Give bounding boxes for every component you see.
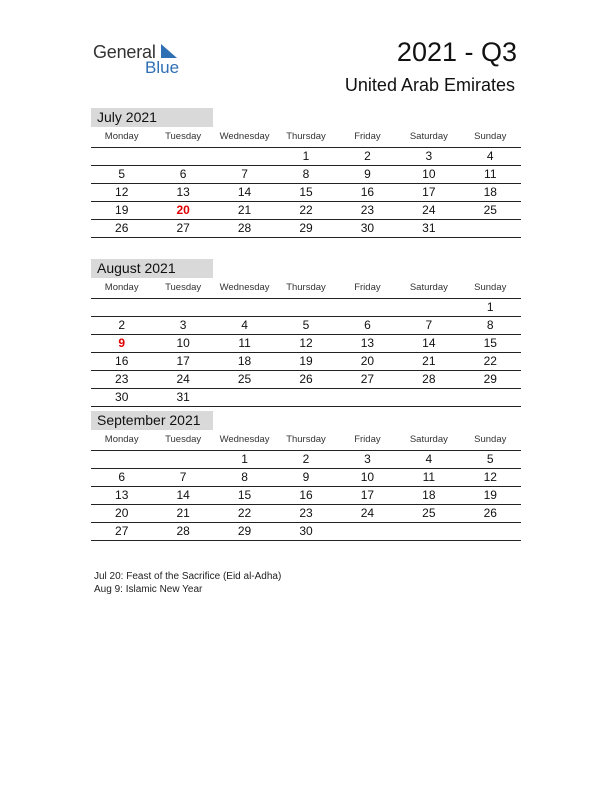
weekday-label: Saturday (409, 282, 448, 293)
day-cell: 1 (302, 149, 310, 163)
day-cell: 25 (422, 506, 436, 520)
day-cell: 31 (176, 390, 190, 404)
weekday-label: Wednesday (219, 282, 270, 293)
day-cell: 8 (241, 470, 248, 484)
day-cell: 29 (237, 524, 252, 538)
day-cell: 10 (176, 336, 190, 350)
day-cell: 25 (483, 203, 497, 217)
month-block-september (91, 411, 521, 541)
week-row (91, 371, 521, 389)
weekday-label: Thursday (286, 131, 326, 142)
day-cell (398, 389, 459, 406)
weeks-container (91, 451, 521, 541)
day-cell: 13 (176, 185, 190, 199)
day-cell: 28 (237, 221, 252, 235)
day-cell: 3 (425, 149, 433, 163)
day-cell: 3 (364, 452, 371, 466)
week-row (91, 451, 521, 469)
page-subtitle: United Arab Emirates (344, 75, 515, 95)
day-cell: 18 (237, 354, 252, 368)
day-cell: 20 (176, 203, 190, 217)
day-cell: 11 (484, 167, 497, 181)
day-cell: 26 (115, 221, 129, 235)
weekday-label: Tuesday (165, 434, 202, 445)
day-cell: 14 (422, 336, 436, 350)
day-cell: 11 (422, 470, 436, 484)
day-cell: 12 (483, 470, 497, 484)
week-row (91, 505, 521, 523)
day-cell: 2 (364, 149, 371, 163)
day-cell: 14 (237, 185, 252, 199)
day-cell: 3 (179, 318, 187, 332)
day-cell: 30 (115, 390, 129, 404)
day-cell: 9 (364, 167, 371, 181)
day-cell: 16 (115, 354, 129, 368)
week-row (91, 523, 521, 541)
weekday-header-row (91, 430, 521, 451)
day-cell (460, 389, 521, 406)
day-cell: 1 (241, 452, 248, 466)
day-cell: 15 (299, 185, 313, 199)
day-cell: 15 (483, 336, 497, 350)
weekday-label: Tuesday (165, 131, 202, 142)
day-cell (337, 299, 398, 316)
day-cell: 6 (179, 167, 187, 181)
week-row (91, 166, 521, 184)
day-cell (91, 148, 152, 165)
weekday-label: Friday (354, 131, 381, 142)
day-cell: 30 (360, 221, 375, 235)
day-cell: 22 (483, 354, 497, 368)
week-row (91, 184, 521, 202)
day-cell: 5 (486, 452, 494, 466)
day-cell (152, 299, 213, 316)
logo-general-text: General (93, 42, 156, 62)
holiday-note: Jul 20: Feast of the Sacrifice (Eid al-Adha) (94, 571, 282, 582)
week-row (91, 148, 521, 166)
weekday-label: Tuesday (165, 282, 202, 293)
day-cell: 10 (422, 167, 436, 181)
weekday-header-row (91, 127, 521, 148)
day-cell (460, 523, 521, 540)
weekday-label: Sunday (474, 282, 507, 293)
day-cell: 25 (237, 372, 252, 386)
week-row (91, 389, 521, 407)
day-cell: 8 (302, 167, 310, 181)
day-cell: 2 (118, 318, 126, 332)
day-cell (214, 389, 275, 406)
day-cell: 4 (486, 149, 494, 163)
day-cell: 4 (425, 452, 433, 466)
day-cell: 2 (302, 452, 310, 466)
day-cell: 22 (299, 203, 313, 217)
day-cell (152, 451, 213, 468)
day-cell: 20 (115, 506, 129, 520)
weekday-label: Saturday (409, 131, 448, 142)
day-cell: 24 (422, 203, 436, 217)
day-cell: 6 (364, 318, 371, 332)
day-cell: 16 (360, 185, 375, 199)
day-cell: 26 (299, 372, 313, 386)
weeks-container (91, 299, 521, 407)
day-cell: 30 (299, 524, 313, 538)
logo (93, 40, 193, 80)
day-cell: 23 (360, 203, 375, 217)
day-cell (337, 389, 398, 406)
day-cell: 15 (237, 488, 252, 502)
week-row (91, 299, 521, 317)
day-cell: 18 (422, 488, 436, 502)
day-cell (398, 299, 459, 316)
weekday-label: Monday (104, 131, 139, 142)
day-cell (91, 451, 152, 468)
day-cell: 28 (176, 524, 190, 538)
weekday-header-row (91, 278, 521, 299)
day-cell: 5 (302, 318, 310, 332)
week-row (91, 220, 521, 238)
week-row (91, 469, 521, 487)
day-cell: 10 (360, 470, 375, 484)
day-cell: 17 (360, 488, 375, 502)
day-cell: 9 (302, 470, 310, 484)
weekday-label: Saturday (409, 434, 448, 445)
day-cell (398, 523, 459, 540)
day-cell (460, 220, 521, 237)
logo-flag-icon (161, 44, 177, 58)
weekday-label: Monday (104, 282, 139, 293)
day-cell: 27 (115, 524, 129, 538)
weekday-label: Wednesday (219, 434, 270, 445)
day-cell: 6 (118, 470, 126, 484)
day-cell (214, 299, 275, 316)
day-cell: 27 (360, 372, 375, 386)
day-cell: 22 (237, 506, 252, 520)
day-cell: 17 (176, 354, 190, 368)
day-cell: 19 (483, 488, 497, 502)
weekday-label: Wednesday (219, 131, 270, 142)
day-cell: 4 (241, 318, 248, 332)
week-row (91, 317, 521, 335)
week-row (91, 202, 521, 220)
day-cell: 26 (483, 506, 497, 520)
day-cell (275, 389, 336, 406)
week-row (91, 487, 521, 505)
weekday-label: Friday (354, 434, 381, 445)
logo-blue-text: Blue (145, 58, 180, 77)
week-row (91, 353, 521, 371)
day-cell (275, 299, 336, 316)
day-cell: 23 (115, 372, 129, 386)
weeks-container (91, 148, 521, 238)
day-cell: 31 (422, 221, 436, 235)
month-block-august (91, 259, 521, 407)
day-cell: 29 (299, 221, 313, 235)
day-cell (91, 299, 152, 316)
month-title: September 2021 (91, 411, 213, 430)
weekday-label: Sunday (474, 131, 507, 142)
day-cell (337, 523, 398, 540)
day-cell: 13 (115, 488, 129, 502)
day-cell: 17 (422, 185, 436, 199)
weekday-label: Sunday (474, 434, 507, 445)
day-cell: 24 (176, 372, 190, 386)
day-cell: 1 (486, 300, 494, 314)
day-cell: 13 (360, 336, 375, 350)
weekday-label: Thursday (286, 434, 326, 445)
month-title: July 2021 (91, 108, 213, 127)
weekday-label: Friday (354, 282, 381, 293)
day-cell: 8 (486, 318, 494, 332)
day-cell: 19 (299, 354, 313, 368)
weekday-label: Thursday (286, 282, 326, 293)
day-cell: 7 (179, 470, 187, 484)
day-cell: 19 (115, 203, 129, 217)
day-cell: 20 (360, 354, 375, 368)
holiday-note: Aug 9: Islamic New Year (94, 584, 203, 595)
day-cell: 27 (176, 221, 190, 235)
day-cell: 7 (425, 318, 433, 332)
day-cell: 11 (238, 336, 251, 350)
day-cell: 18 (483, 185, 497, 199)
day-cell: 9 (118, 336, 126, 350)
holiday-notes (94, 570, 281, 596)
weekday-label: Monday (104, 434, 139, 445)
day-cell (214, 148, 275, 165)
day-cell: 16 (299, 488, 313, 502)
week-row (91, 335, 521, 353)
day-cell: 14 (176, 488, 190, 502)
day-cell: 21 (176, 506, 190, 520)
day-cell: 7 (241, 167, 248, 181)
day-cell: 5 (118, 167, 126, 181)
day-cell: 24 (360, 506, 375, 520)
page-title: 2021 - Q3 (396, 37, 517, 67)
day-cell: 12 (299, 336, 313, 350)
day-cell: 28 (422, 372, 436, 386)
day-cell: 29 (483, 372, 497, 386)
day-cell: 21 (237, 203, 252, 217)
day-cell: 12 (115, 185, 129, 199)
day-cell: 21 (422, 354, 436, 368)
month-title: August 2021 (91, 259, 213, 278)
month-block-july (91, 108, 521, 238)
day-cell: 23 (299, 506, 313, 520)
day-cell (152, 148, 213, 165)
